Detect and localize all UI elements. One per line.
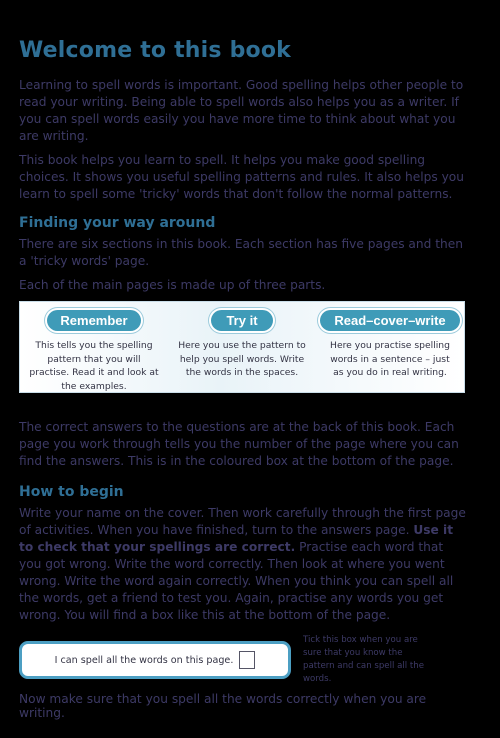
finding-paragraph-1: There are six sections in this book. Each section has five pages and then a 'tricky words' page. xyxy=(19,237,463,268)
page-title: Welcome to this book xyxy=(19,38,291,63)
remember-description: This tells you the spelling pattern that you will practise. Read it and look at the examples. xyxy=(29,340,159,392)
intro-paragraph-2: This book helps you learn to spell. It helps you make good spelling choices. It shows you useful spelling patterns and rules. It also helps you learn to spell some 'tricky' words that don't follow the normal patterns. xyxy=(19,153,464,201)
intro-paragraph-1: Learning to spell words is important. Good spelling helps other people to read your writing. Being able to spell words also helps you as a writer. If you can spell words easily you have more time to think about what you are writing. xyxy=(19,78,464,143)
page-parts-panel xyxy=(19,301,465,393)
read-cover-write-badge: Read–cover–write xyxy=(320,310,460,331)
read-cover-write-description: Here you practise spelling words in a sentence – just as you do in real writing. xyxy=(330,340,450,378)
answers-paragraph: The correct answers to the questions are at the back of this book. Each page you work through tells you the number of the page where you can find the answers. This is in the coloured box at the bottom of the page. xyxy=(19,420,459,468)
heading-finding: Finding your way around xyxy=(19,215,216,231)
begin-text-a: Write your name on the cover. Then work carefully through the first page of activities. When you have finished, turn to the answers page. xyxy=(19,506,466,537)
part-read-cover-write xyxy=(316,310,464,392)
try-it-badge: Try it xyxy=(211,310,273,331)
remember-badge: Remember xyxy=(47,310,141,331)
begin-text-b: Practise each word that you got wrong. Write the word correctly. Then look at where you went wrong. Write the word again correctly. When you think you can spell all the words, get a friend to test you. Again, practise any words you get wrong. You will find a box like this at the bottom of the page. xyxy=(19,540,454,622)
heading-how-to-begin: How to begin xyxy=(19,484,124,500)
begin-paragraph xyxy=(19,505,469,624)
begin-text-bold: Use it to check that your spellings are correct. xyxy=(19,523,454,554)
self-check-note: Tick this box when you are sure that you know the pattern and can spell all the words. xyxy=(303,635,424,684)
tick-checkbox[interactable] xyxy=(239,651,255,669)
self-check-row xyxy=(19,634,469,686)
try-it-description: Here you use the pattern to help you spell words. Write the words in the spaces. xyxy=(178,340,306,378)
finding-paragraph-2: Each of the main pages is made up of three parts. xyxy=(19,278,326,292)
final-instruction: Now make sure that you spell all the words correctly when you are writing. xyxy=(19,692,427,720)
page-content xyxy=(19,38,469,720)
part-remember xyxy=(20,310,168,392)
self-check-label: I can spell all the words on this page. xyxy=(54,654,234,666)
part-try-it xyxy=(168,310,316,392)
self-check-box xyxy=(19,641,291,679)
